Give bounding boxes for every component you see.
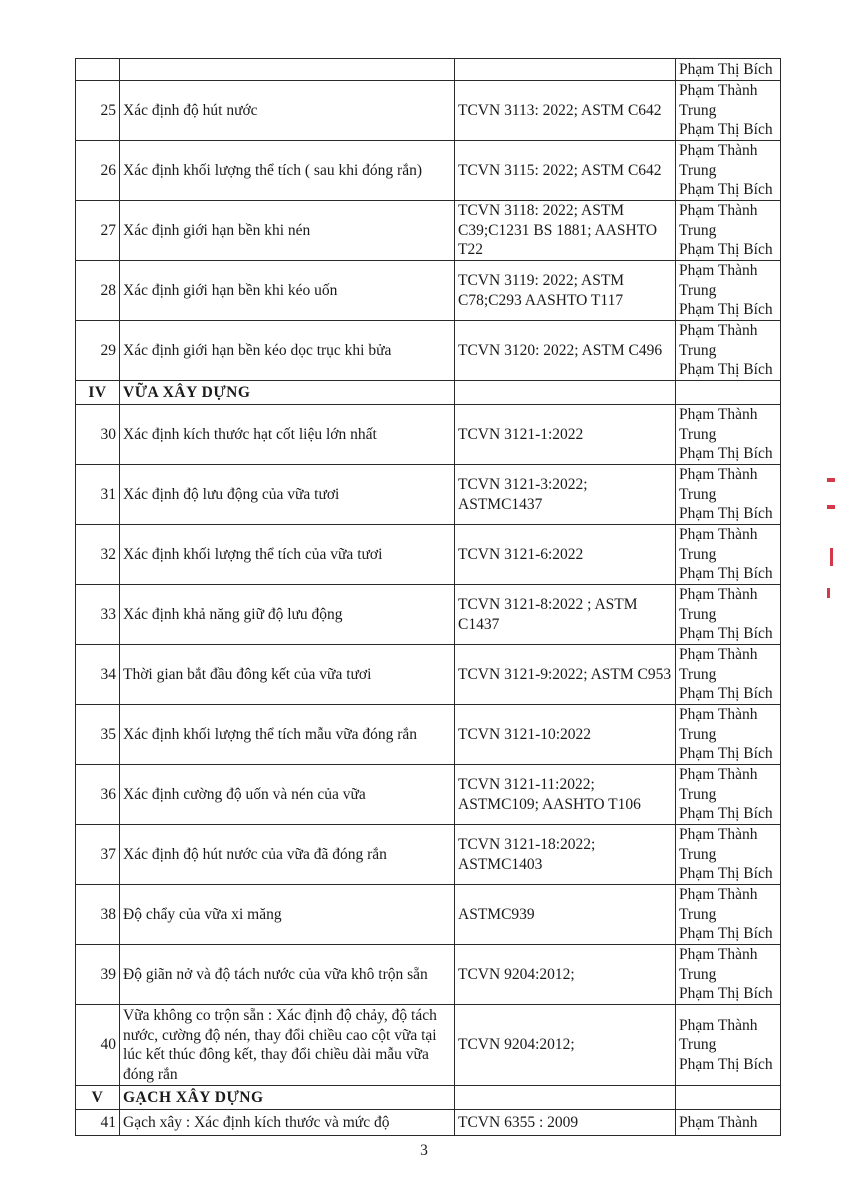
table-row <box>76 141 781 201</box>
staff-name: Phạm Thị Bích <box>679 745 773 763</box>
staff-name: Phạm Thị Bích <box>679 985 773 1003</box>
section-title: VỮA XÂY DỰNG <box>120 381 455 405</box>
standard-reference: TCVN 3121-6:2022 <box>455 525 676 585</box>
staff-name: Phạm Thành <box>679 466 758 484</box>
margin-mark <box>830 548 833 566</box>
staff-name: Phạm Thị Bích <box>679 625 773 643</box>
staff-name: Trung <box>679 905 717 923</box>
section-header-row <box>76 381 781 405</box>
staff-name: Phạm Thành <box>679 322 758 340</box>
staff-name: Phạm Thành <box>679 142 758 160</box>
staff-cell <box>676 141 781 201</box>
table-row <box>76 1110 781 1136</box>
empty-cell <box>120 59 455 81</box>
staff-cell <box>676 885 781 945</box>
staff-name: Trung <box>679 1036 717 1054</box>
test-name: Xác định khối lượng thể tích của vữa tươi <box>120 525 455 585</box>
staff-name: Phạm Thành <box>679 82 758 100</box>
staff-name: Trung <box>679 845 717 863</box>
staff-name: Trung <box>679 965 717 983</box>
item-number: 31 <box>76 465 120 525</box>
staff-cell <box>676 405 781 465</box>
staff-cell <box>676 825 781 885</box>
staff-name: Phạm Thị Bích <box>679 805 773 823</box>
section-number: IV <box>76 381 120 405</box>
staff-name: Phạm Thị Bích <box>679 241 773 259</box>
standard-reference: TCVN 3121-9:2022; ASTM C953 <box>455 645 676 705</box>
staff-cell <box>676 1110 781 1136</box>
item-number: 34 <box>76 645 120 705</box>
item-number: 36 <box>76 765 120 825</box>
test-name: Xác định kích thước hạt cốt liệu lớn nhất <box>120 405 455 465</box>
standard-reference: TCVN 3121-18:2022; ASTMC1403 <box>455 825 676 885</box>
test-name: Gạch xây : Xác định kích thước và mức độ <box>120 1110 455 1136</box>
staff-name: Phạm Thành <box>679 406 758 424</box>
staff-name: Trung <box>679 221 717 239</box>
staff-name: Phạm Thị Bích <box>679 1055 773 1073</box>
page-number: 3 <box>420 1142 428 1159</box>
empty-cell <box>76 59 120 81</box>
staff-name: Trung <box>679 101 717 119</box>
staff-name: Phạm Thị Bích <box>679 505 773 523</box>
item-number: 38 <box>76 885 120 945</box>
table-row <box>76 825 781 885</box>
standard-reference: TCVN 3120: 2022; ASTM C496 <box>455 321 676 381</box>
staff-name: Trung <box>679 425 717 443</box>
staff-name: Phạm Thành <box>679 706 758 724</box>
staff-cell <box>676 645 781 705</box>
standard-reference: TCVN 3121-11:2022; ASTMC109; AASHTO T106 <box>455 765 676 825</box>
staff-cell <box>676 465 781 525</box>
empty-cell <box>455 381 676 405</box>
staff-name: Phạm Thành <box>679 202 758 220</box>
margin-mark <box>827 478 835 482</box>
standard-reference: TCVN 3121-3:2022; ASTMC1437 <box>455 465 676 525</box>
test-name: Xác định giới hạn bền kéo dọc trục khi bửa <box>120 321 455 381</box>
table-row <box>76 1005 781 1086</box>
staff-cell <box>676 945 781 1005</box>
staff-name: Phạm Thị Bích <box>679 181 773 199</box>
table-row <box>76 405 781 465</box>
staff-cell <box>676 201 781 261</box>
standard-reference: TCVN 9204:2012; <box>455 1005 676 1086</box>
test-name: Xác định giới hạn bền khi nén <box>120 201 455 261</box>
item-number: 41 <box>76 1110 120 1136</box>
item-number: 40 <box>76 1005 120 1086</box>
table-row <box>76 645 781 705</box>
standard-reference: TCVN 3118: 2022; ASTM C39;C1231 BS 1881; AASHTO T22 <box>455 201 676 261</box>
empty-cell <box>455 59 676 81</box>
staff-cell <box>676 765 781 825</box>
staff-name: Trung <box>679 665 717 683</box>
table-row <box>76 201 781 261</box>
table-row <box>76 465 781 525</box>
staff-name: Phạm Thành <box>679 526 758 544</box>
staff-name: Phạm Thị Bích <box>679 301 773 319</box>
staff-name: Trung <box>679 725 717 743</box>
staff-name: Phạm Thị Bích <box>679 60 773 78</box>
staff-name: Trung <box>679 785 717 803</box>
test-name: Xác định khối lượng thể tích ( sau khi đóng rắn) <box>120 141 455 201</box>
staff-cell <box>676 321 781 381</box>
item-number: 30 <box>76 405 120 465</box>
item-number: 28 <box>76 261 120 321</box>
staff-name: Trung <box>679 281 717 299</box>
test-name: Độ chẩy của vữa xi măng <box>120 885 455 945</box>
table-row <box>76 261 781 321</box>
standard-reference: TCVN 3113: 2022; ASTM C642 <box>455 81 676 141</box>
standard-reference: TCVN 3121-10:2022 <box>455 705 676 765</box>
item-number: 32 <box>76 525 120 585</box>
table-body <box>76 59 781 1136</box>
test-name: Vữa không co trộn sẵn : Xác định độ chảy, độ tách nước, cường độ nén, thay đổi chiều cao cột vữa tại lúc kết thúc đông kết, thay đổi chiều dài mẫu vữa đóng rắn <box>120 1005 455 1086</box>
staff-cell <box>676 525 781 585</box>
table-row <box>76 945 781 1005</box>
test-name: Xác định độ lưu động của vữa tươi <box>120 465 455 525</box>
empty-cell <box>676 1086 781 1110</box>
empty-cell <box>676 381 781 405</box>
staff-name: Phạm Thị Bích <box>679 361 773 379</box>
table-row <box>76 585 781 645</box>
staff-name: Trung <box>679 605 717 623</box>
standard-reference: TCVN 6355 : 2009 <box>455 1110 676 1136</box>
table-row <box>76 81 781 141</box>
staff-name: Phạm Thành <box>679 1113 758 1131</box>
continuation-row <box>76 59 781 81</box>
section-title: GẠCH XÂY DỰNG <box>120 1086 455 1110</box>
standard-reference: TCVN 3119: 2022; ASTM C78;C293 AASHTO T117 <box>455 261 676 321</box>
item-number: 27 <box>76 201 120 261</box>
staff-name: Phạm Thành <box>679 586 758 604</box>
item-number: 35 <box>76 705 120 765</box>
standard-reference: TCVN 3121-8:2022 ; ASTM C1437 <box>455 585 676 645</box>
staff-cell <box>676 59 781 81</box>
staff-cell <box>676 705 781 765</box>
staff-cell <box>676 1005 781 1086</box>
staff-name: Phạm Thành <box>679 262 758 280</box>
staff-name: Phạm Thị Bích <box>679 121 773 139</box>
test-name: Xác định khả năng giữ độ lưu động <box>120 585 455 645</box>
item-number: 26 <box>76 141 120 201</box>
staff-name: Phạm Thị Bích <box>679 565 773 583</box>
staff-name: Trung <box>679 161 717 179</box>
test-name: Xác định cường độ uốn và nén của vữa <box>120 765 455 825</box>
test-methods-table <box>75 58 781 1136</box>
test-name: Xác định độ hút nước của vữa đã đóng rắn <box>120 825 455 885</box>
test-name: Xác định khối lượng thể tích mẫu vữa đóng rắn <box>120 705 455 765</box>
standard-reference: ASTMC939 <box>455 885 676 945</box>
staff-name: Trung <box>679 545 717 563</box>
standard-reference: TCVN 3115: 2022; ASTM C642 <box>455 141 676 201</box>
item-number: 29 <box>76 321 120 381</box>
staff-name: Phạm Thành <box>679 886 758 904</box>
staff-name: Phạm Thành <box>679 826 758 844</box>
staff-name: Phạm Thành <box>679 946 758 964</box>
test-name: Xác định độ hút nước <box>120 81 455 141</box>
test-name: Thời gian bắt đầu đông kết của vữa tươi <box>120 645 455 705</box>
table-row <box>76 705 781 765</box>
standard-reference: TCVN 3121-1:2022 <box>455 405 676 465</box>
item-number: 25 <box>76 81 120 141</box>
staff-name: Phạm Thị Bích <box>679 925 773 943</box>
staff-name: Phạm Thị Bích <box>679 445 773 463</box>
standard-reference: TCVN 9204:2012; <box>455 945 676 1005</box>
staff-name: Phạm Thành <box>679 766 758 784</box>
staff-cell <box>676 81 781 141</box>
table-row <box>76 765 781 825</box>
margin-mark <box>827 505 835 509</box>
item-number: 39 <box>76 945 120 1005</box>
staff-name: Trung <box>679 485 717 503</box>
staff-name: Phạm Thành <box>679 646 758 664</box>
table-row <box>76 885 781 945</box>
test-name: Độ giãn nở và độ tách nước của vữa khô trộn sẵn <box>120 945 455 1005</box>
item-number: 33 <box>76 585 120 645</box>
test-name: Xác định giới hạn bền khi kéo uốn <box>120 261 455 321</box>
table-row <box>76 321 781 381</box>
section-header-row <box>76 1086 781 1110</box>
margin-mark <box>827 588 830 598</box>
staff-name: Phạm Thị Bích <box>679 865 773 883</box>
empty-cell <box>455 1086 676 1110</box>
section-number: V <box>76 1086 120 1110</box>
staff-name: Trung <box>679 341 717 359</box>
staff-name: Phạm Thị Bích <box>679 685 773 703</box>
staff-cell <box>676 261 781 321</box>
staff-name: Phạm Thành <box>679 1016 758 1034</box>
table-row <box>76 525 781 585</box>
staff-cell <box>676 585 781 645</box>
item-number: 37 <box>76 825 120 885</box>
